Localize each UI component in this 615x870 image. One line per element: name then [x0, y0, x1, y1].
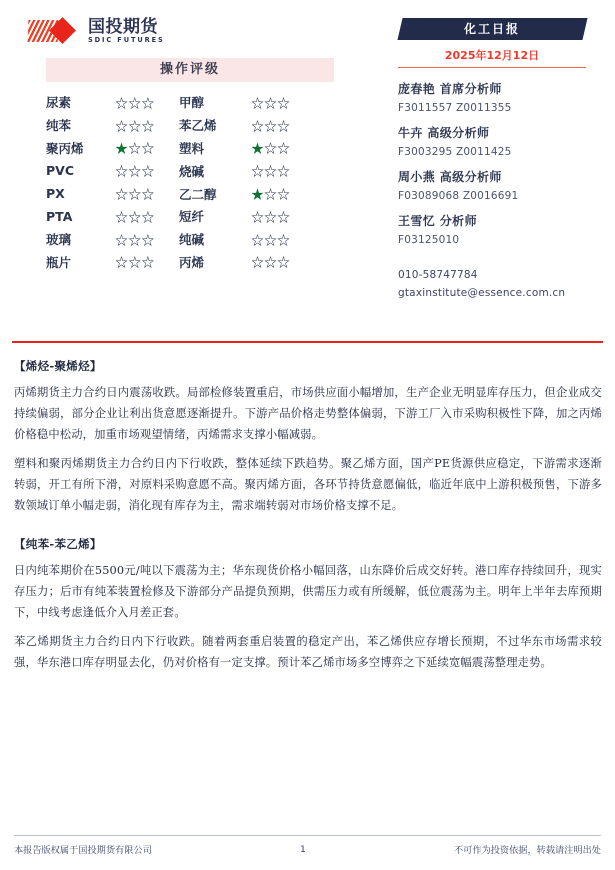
rating-stars-right — [251, 93, 290, 112]
logo-name-cn: 国投期货 — [88, 16, 158, 37]
star-empty-icon: ☆ — [264, 255, 278, 271]
star-empty-icon: ☆ — [141, 141, 155, 157]
analyst-license-id: F3011557 Z0011355 — [398, 102, 512, 114]
rating-name-right: 乙二醇 — [179, 186, 217, 202]
section-paragraph: 丙烯期货主力合约日内震荡收跌。局部检修装置重启，市场供应面小幅增加，生产企业无明显库存压力，但企业成交持续偏弱，部分企业让利出货意愿逐渐提升。下游产品价格走势整体偏弱，下游工厂入市采购积极性下降，加之丙烯价格稳中松动，加重市场观望情绪，丙烯需求支撑小幅减弱。 — [14, 386, 602, 441]
rating-row — [46, 159, 334, 182]
company-logo — [28, 18, 165, 44]
star-empty-icon: ☆ — [141, 118, 155, 134]
rating-name-left: 玻璃 — [46, 232, 72, 248]
rating-stars-right — [251, 252, 290, 271]
rating-stars-left — [115, 184, 177, 203]
rating-name-right: 短纤 — [179, 209, 205, 225]
star-empty-icon: ☆ — [115, 187, 129, 203]
star-empty-icon: ☆ — [264, 232, 278, 248]
analyst-list — [392, 80, 592, 246]
star-empty-icon: ☆ — [128, 187, 142, 203]
star-empty-icon: ☆ — [141, 232, 155, 248]
footer-page-number: 1 — [299, 843, 306, 855]
star-empty-icon: ☆ — [128, 209, 142, 225]
rating-stars-left — [115, 230, 177, 249]
analyst-license-id: F03089068 Z0016691 — [398, 190, 519, 202]
rating-name-right: 烧碱 — [179, 163, 205, 179]
rating-name-left: PX — [46, 186, 65, 202]
rating-name-right: 丙烯 — [179, 254, 205, 270]
report-section — [14, 536, 602, 673]
report-body — [14, 358, 602, 687]
analyst-name: 庞春艳 首席分析师 — [398, 82, 502, 96]
star-empty-icon: ☆ — [141, 164, 155, 180]
rating-stars-left — [115, 138, 177, 157]
rating-name-left: 尿素 — [46, 95, 72, 111]
star-empty-icon: ☆ — [264, 209, 278, 225]
star-empty-icon: ☆ — [128, 95, 142, 111]
analyst-name: 王雪忆 分析师 — [398, 214, 477, 228]
star-empty-icon: ☆ — [251, 164, 265, 180]
section-paragraph: 塑料和聚丙烯期货主力合约日内下行收跌，整体延续下跌趋势。聚乙烯方面，国产PE货源供应稳定，下游需求逐渐转弱，开工有所下滑，对原料采购意愿不高。聚丙烯方面，各环节持货意愿偏低，临近年底中上游积极预售，下游多数领域订单小幅走弱，消化现有库存为主，需求端转弱对市场价格支撑不足。 — [14, 457, 602, 512]
star-filled-icon: ★ — [115, 141, 129, 157]
section-heading: 【烯烃-聚烯烃】 — [14, 359, 102, 373]
star-empty-icon: ☆ — [251, 95, 265, 111]
analyst-license-id: F03125010 — [398, 234, 460, 246]
rating-stars-left — [115, 93, 177, 112]
rating-rows — [46, 91, 334, 273]
star-empty-icon: ☆ — [264, 187, 278, 203]
star-empty-icon: ☆ — [264, 141, 278, 157]
rating-row — [46, 91, 334, 114]
rating-stars-right — [251, 161, 290, 180]
star-empty-icon: ☆ — [277, 232, 291, 248]
section-paragraph: 日内纯苯期价在5500元/吨以下震荡为主；华东现货价格小幅回落，山东降价后成交好转。港口库存持续回升，现实存压力；后市有纯苯装置检修及下游部分产品提负预期，供需压力或有所缓解，低位震荡为主。明年上半年去库预期下，中线考虑逢低介入月差正套。 — [14, 564, 602, 619]
rating-stars-left — [115, 161, 177, 180]
star-empty-icon: ☆ — [264, 164, 278, 180]
star-empty-icon: ☆ — [115, 164, 129, 180]
star-empty-icon: ☆ — [128, 164, 142, 180]
star-empty-icon: ☆ — [277, 255, 291, 271]
star-empty-icon: ☆ — [128, 255, 142, 271]
star-empty-icon: ☆ — [141, 95, 155, 111]
footer-copyright: 本报告版权属于国投期货有限公司 — [14, 845, 152, 856]
rating-name-left: 瓶片 — [46, 254, 72, 270]
star-empty-icon: ☆ — [115, 209, 129, 225]
rating-name-right: 苯乙烯 — [179, 118, 217, 134]
report-title: 化工日报 — [464, 22, 521, 36]
star-empty-icon: ☆ — [264, 118, 278, 134]
rating-stars-right — [251, 230, 290, 249]
analyst-license-id: F3003295 Z0011425 — [398, 146, 512, 158]
rating-stars-left — [115, 116, 177, 135]
star-empty-icon: ☆ — [128, 232, 142, 248]
rating-row — [46, 182, 334, 205]
rating-name-left: 聚丙烯 — [46, 140, 84, 156]
report-section — [14, 358, 602, 516]
report-title-band — [397, 18, 587, 40]
rating-name-right: 纯碱 — [179, 232, 205, 248]
report-footer — [14, 835, 601, 856]
analyst-name: 周小燕 高级分析师 — [398, 170, 502, 184]
star-empty-icon: ☆ — [277, 95, 291, 111]
analyst-name: 牛卉 高级分析师 — [398, 126, 490, 140]
rating-stars-left — [115, 252, 177, 271]
star-empty-icon: ☆ — [251, 118, 265, 134]
star-empty-icon: ☆ — [128, 118, 142, 134]
footer-disclaimer: 不可作为投资依据，转载请注明出处 — [453, 845, 601, 856]
rating-stars-right — [251, 207, 290, 226]
star-empty-icon: ☆ — [277, 164, 291, 180]
logo-text — [88, 16, 165, 44]
report-meta-column — [392, 18, 592, 299]
star-empty-icon: ☆ — [264, 95, 278, 111]
star-empty-icon: ☆ — [115, 232, 129, 248]
rating-row — [46, 228, 334, 251]
rating-name-left: 纯苯 — [46, 118, 72, 134]
star-empty-icon: ☆ — [115, 95, 129, 111]
star-empty-icon: ☆ — [141, 209, 155, 225]
contact-phone: 010-58747784 — [398, 269, 478, 281]
star-empty-icon: ☆ — [251, 232, 265, 248]
operation-rating-table — [46, 58, 334, 273]
rating-name-right: 甲醇 — [179, 95, 205, 111]
report-date: 2025年12月12日 — [398, 47, 586, 68]
header-divider — [12, 341, 603, 343]
rating-stars-right — [251, 116, 290, 135]
star-empty-icon: ☆ — [277, 209, 291, 225]
rating-name-left: PTA — [46, 208, 73, 224]
star-empty-icon: ☆ — [251, 209, 265, 225]
rating-stars-left — [115, 207, 177, 226]
star-empty-icon: ☆ — [141, 255, 155, 271]
star-empty-icon: ☆ — [277, 118, 291, 134]
rating-row — [46, 114, 334, 137]
star-empty-icon: ☆ — [115, 255, 129, 271]
rating-stars-right — [251, 138, 290, 157]
star-empty-icon: ☆ — [277, 187, 291, 203]
section-heading: 【纯苯-苯乙烯】 — [14, 537, 102, 551]
logo-name-en: SDIC FUTURES — [88, 35, 165, 44]
rating-table-title: 操作评级 — [46, 58, 334, 82]
star-empty-icon: ☆ — [277, 141, 291, 157]
star-empty-icon: ☆ — [141, 187, 155, 203]
report-header — [0, 0, 615, 330]
star-empty-icon: ☆ — [115, 118, 129, 134]
section-paragraph: 苯乙烯期货主力合约日内下行收跌。随着两套重启装置的稳定产出，苯乙烯供应存增长预期，不过华东市场需求较强，华东港口库存明显去化，仍对价格有一定支撑。预计苯乙烯市场多空博弈之下延续宽幅震荡整理走势。 — [14, 635, 602, 669]
rating-stars-right — [251, 184, 290, 203]
rating-name-right: 塑料 — [179, 140, 205, 156]
star-filled-icon: ★ — [251, 187, 265, 203]
rating-row — [46, 137, 334, 160]
star-empty-icon: ☆ — [128, 141, 142, 157]
rating-name-left: PVC — [46, 163, 75, 179]
contact-block — [392, 269, 592, 299]
rating-row — [46, 205, 334, 228]
star-empty-icon: ☆ — [251, 255, 265, 271]
star-filled-icon: ★ — [251, 141, 265, 157]
rating-row — [46, 251, 334, 274]
logo-mark-icon — [28, 18, 81, 44]
contact-email: gtaxinstitute@essence.com.cn — [398, 287, 566, 299]
